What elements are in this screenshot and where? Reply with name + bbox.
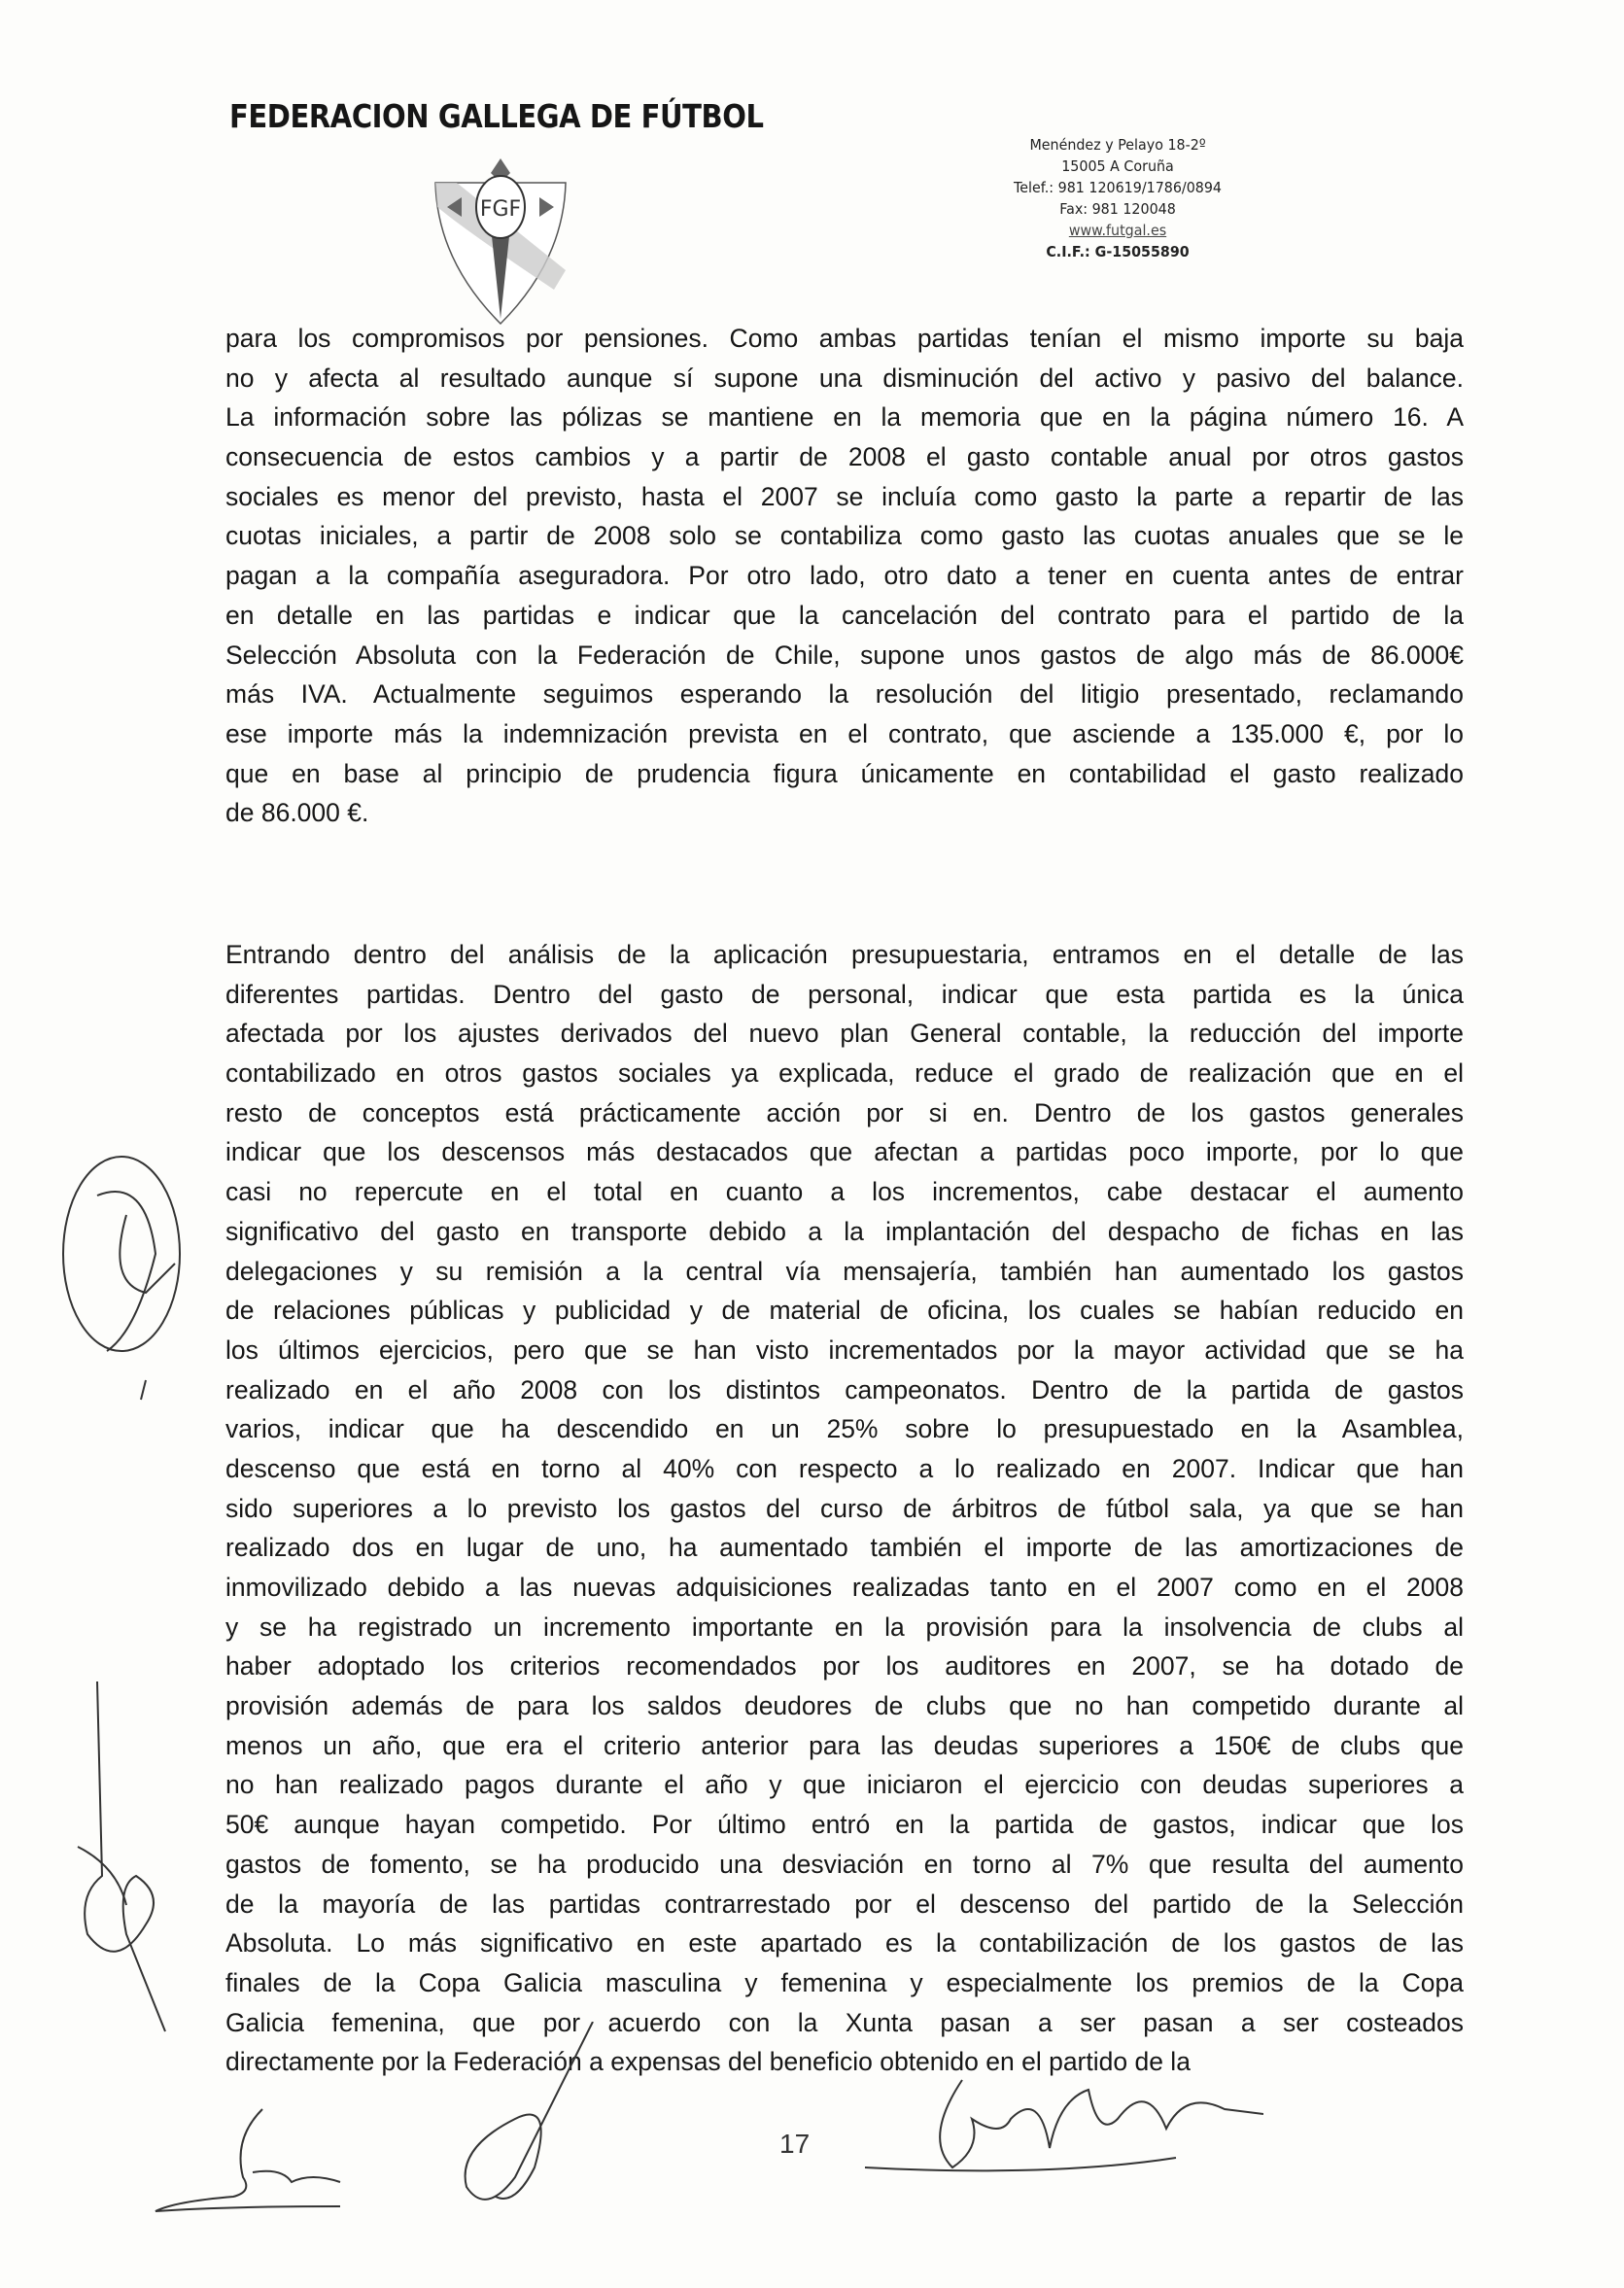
text-line: ese importe más la indemnización prevista en el contrato, que asciende a 135.000 €, por lo — [225, 718, 1464, 748]
signature-bottom-2 — [428, 2022, 622, 2216]
text-line: más IVA. Actualmente seguimos esperando la resolución del litigio presentado, reclamando — [225, 679, 1464, 710]
text-line: realizado dos en lugar de uno, ha aumentado también el importe de las amortizaciones de — [225, 1533, 1464, 1563]
text-line: de la mayoría de las partidas contrarrestado por el descenso del partido de la Selección — [225, 1889, 1464, 1919]
paragraph-1 — [225, 319, 1464, 833]
text-line: descenso que está en torno al 40% con respecto a lo realizado en 2007. Indicar que han — [225, 1453, 1464, 1483]
page-number: 17 — [779, 2129, 811, 2159]
text-line: Absoluta. Lo más significativo en este apartado es la contabilización de los gastos de las — [225, 1928, 1464, 1959]
text-line: menos un año, que era el criterio anterior para las deudas superiores a 150€ de clubs que — [225, 1730, 1464, 1760]
organization-title: FEDERACION GALLEGA DE FÚTBOL — [229, 97, 764, 135]
text-line: resto de conceptos está prácticamente acción por si en. Dentro de los gastos generales — [225, 1097, 1464, 1127]
text-line: directamente por la Federación a expensas del beneficio obtenido en el partido de la — [225, 2047, 1191, 2077]
text-line: La información sobre las pólizas se mantiene en la memoria que en la página número 16. A — [225, 402, 1464, 433]
text-line: sido superiores a lo previsto los gastos del curso de árbitros de fútbol sala, ya que se han — [225, 1493, 1464, 1523]
text-line: indicar que los descensos más destacados que afectan a partidas poco importe, por lo que — [225, 1137, 1464, 1167]
text-line: inmovilizado debido a las nuevas adquisiciones realizadas tanto en el 2007 como en el 2008 — [225, 1573, 1464, 1602]
signature-left-margin-circle — [29, 1137, 214, 1409]
text-line: consecuencia de estos cambios y a partir de 2008 el gasto contable anual por otros gastos — [225, 442, 1464, 472]
text-line: sociales es menor del previsto, hasta el 2007 se incluía como gasto la parte a repartir de las — [225, 481, 1464, 511]
text-line: los últimos ejercicios, pero que se han visto incrementados por la mayor actividad que se ha — [225, 1335, 1464, 1365]
text-line: pagan a la compañía aseguradora. Por otro lado, otro dato a tener en cuenta antes de entrar — [225, 561, 1464, 591]
text-line: en detalle en las partidas e indicar que la cancelación del contrato para el partido de la — [225, 600, 1464, 630]
text-line: varios, indicar que ha descendido en un 25% sobre lo presupuestado en la Asamblea, — [225, 1414, 1464, 1444]
text-line: no y afecta al resultado aunque sí supone una disminución del activo y pasivo del balance. — [225, 363, 1464, 393]
paragraph-2 — [225, 935, 1464, 2082]
text-line: que en base al principio de prudencia figura únicamente en contabilidad el gasto realizado — [225, 758, 1464, 788]
fgf-crest-logo — [428, 154, 573, 333]
text-line: haber adoptado los criterios recomendados por los auditores en 2007, se ha dotado de — [225, 1651, 1464, 1681]
text-line: 50€ aunque hayan competido. Por último entró en la partida de gastos, indicar que los — [225, 1810, 1464, 1840]
signature-bottom-3 — [855, 2061, 1263, 2206]
phone-line: Telef.: 981 120619/1786/0894 — [1013, 179, 1223, 196]
cif-line: C.I.F.: G-15055890 — [1046, 243, 1190, 260]
website-link[interactable]: www.futgal.es — [1068, 222, 1167, 239]
text-line: realizado en el año 2008 con los distintos campeonatos. Dentro de la partida de gastos — [225, 1374, 1464, 1404]
signature-left-margin-lower — [58, 1681, 194, 2041]
text-line: significativo del gasto en transporte debido a la implantación del despacho de fichas en las — [225, 1216, 1464, 1246]
text-line: para los compromisos por pensiones. Como ambas partidas tenían el mismo importe su baja — [225, 324, 1464, 353]
address-line: 15005 A Coruña — [1061, 157, 1174, 175]
text-line: diferentes partidas. Dentro del gasto de personal, indicar que esta partida es la única — [225, 979, 1464, 1009]
text-line: de relaciones públicas y publicidad y de material de oficina, los cuales se habían reducido en — [225, 1296, 1464, 1326]
text-line: casi no repercute en el total en cuanto a los incrementos, cabe destacar el aumento — [225, 1177, 1464, 1207]
text-line: Entrando dentro del análisis de la aplicación presupuestaria, entramos en el detalle de las — [225, 940, 1464, 969]
text-line: delegaciones y su remisión a la central vía mensajería, también han aumentado los gastos — [225, 1256, 1464, 1286]
text-line: afectada por los ajustes derivados del nuevo plan General contable, la reducción del importe — [225, 1019, 1464, 1049]
text-line: de 86.000 €. — [225, 798, 369, 828]
text-line: y se ha registrado un incremento importante en la provisión para la insolvencia de clubs al — [225, 1612, 1464, 1642]
contact-block — [930, 134, 1305, 262]
fax-line: Fax: 981 120048 — [1059, 200, 1176, 218]
text-line: no han realizado pagos durante el año y que iniciaron el ejercicio con deudas superiores a — [225, 1770, 1464, 1800]
signature-bottom-1 — [146, 2099, 379, 2226]
text-line: finales de la Copa Galicia masculina y femenina y especialmente los premios de la Copa — [225, 1967, 1464, 1997]
text-line: provisión además de para los saldos deudores de clubs que no han competido durante al — [225, 1691, 1464, 1721]
text-line: contabilizado en otros gastos sociales ya explicada, reduce el grado de realización que en el — [225, 1058, 1464, 1089]
svg-text:FGF: FGF — [479, 197, 522, 222]
text-line: Selección Absoluta con la Federación de Chile, supone unos gastos de algo más de 86.000€ — [225, 640, 1464, 670]
address-line: Menéndez y Pelayo 18-2º — [1029, 136, 1206, 154]
text-line: Galicia femenina, que por acuerdo con la Xunta pasan a ser pasan a ser costeados — [225, 2007, 1464, 2037]
text-line: gastos de fomento, se ha producido una desviación en torno al 7% que resulta del aumento — [225, 1849, 1464, 1879]
text-line: cuotas iniciales, a partir de 2008 solo se contabiliza como gasto las cuotas anuales que se le — [225, 521, 1464, 551]
